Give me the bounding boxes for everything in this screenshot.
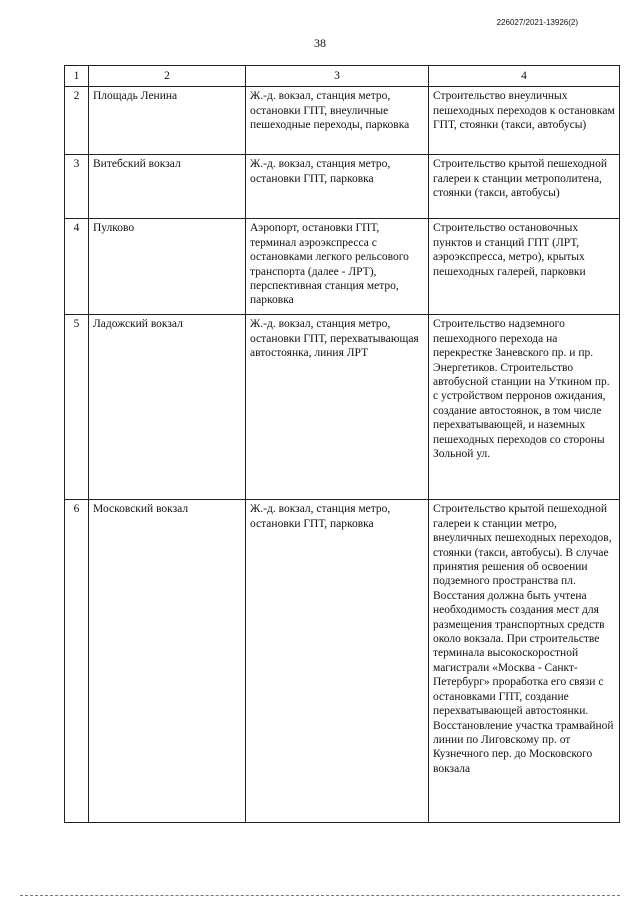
hub-measures: Строительство внеуличных пешеходных переходов к остановкам ГПТ, стоянки (такси, автобусы) xyxy=(429,87,620,155)
hub-name: Ладожский вокзал xyxy=(89,315,246,500)
hub-name: Московский вокзал xyxy=(89,500,246,823)
hub-measures: Строительство крытой пешеходной галереи к станции метрополитена, стоянки (такси, автобусы) xyxy=(429,155,620,219)
row-number: 5 xyxy=(65,315,89,500)
transport-hubs-table xyxy=(64,65,620,823)
table-row xyxy=(65,87,620,155)
page-number: 38 xyxy=(314,36,326,50)
hub-name: Площадь Ленина xyxy=(89,87,246,155)
hub-measures: Строительство надземного пешеходного перехода на перекрестке Заневского пр. и пр. Энергетиков. Строительство автобусной станции на Уткином пр. с устройством перронов ожидания, создание автостоянок, в том числе перехватывающей, и наземных пешеходных переходов со стороны Зольной ул. xyxy=(429,315,620,500)
hub-objects: Ж.-д. вокзал, станция метро, остановки ГПТ, парковка xyxy=(246,500,429,823)
row-number: 3 xyxy=(65,155,89,219)
table-row xyxy=(65,155,620,219)
table-row xyxy=(65,500,620,823)
page-bottom-edge xyxy=(20,895,620,896)
row-number: 2 xyxy=(65,87,89,155)
hub-measures: Строительство крытой пешеходной галереи к станции метро, внеуличных пешеходных переходов, стоянки (такси, автобусы). В случае принятия решения об освоении подземного пространства пл. Восстания должна быть учтена необходимость создания мест для размещения транспортных средств около вокзала. При строительстве терминала высокоскоростной магистрали «Москва - Санкт-Петербург» проработка его связи с остановками ГПТ, создание перехватывающей автостоянки. Восстановление участка трамвайной линии по Лиговскому пр. от Кузнечного пер. до Московского вокзала xyxy=(429,500,620,823)
table-row xyxy=(65,219,620,315)
table-row xyxy=(65,315,620,500)
row-number: 6 xyxy=(65,500,89,823)
column-header: 2 xyxy=(89,66,246,87)
table-header-row xyxy=(65,66,620,87)
hub-measures: Строительство остановочных пунктов и станций ГПТ (ЛРТ, аэроэкспресса, метро), крытых пешеходных галерей, парковки xyxy=(429,219,620,315)
document-number: 226027/2021-13926(2) xyxy=(496,18,578,27)
hub-objects: Ж.-д. вокзал, станция метро, остановки ГПТ, парковка xyxy=(246,155,429,219)
column-header: 4 xyxy=(429,66,620,87)
hub-name: Витебский вокзал xyxy=(89,155,246,219)
hub-objects: Ж.-д. вокзал, станция метро, остановки ГПТ, перехватывающая автостоянка, линия ЛРТ xyxy=(246,315,429,500)
hub-objects: Аэропорт, остановки ГПТ, терминал аэроэкспресса с остановками легкого рельсового транспорта (далее - ЛРТ), перспективная станция метро, парковка xyxy=(246,219,429,315)
column-header: 1 xyxy=(65,66,89,87)
hub-objects: Ж.-д. вокзал, станция метро, остановки ГПТ, внеуличные пешеходные переходы, парковка xyxy=(246,87,429,155)
hub-name: Пулково xyxy=(89,219,246,315)
column-header: 3 xyxy=(246,66,429,87)
row-number: 4 xyxy=(65,219,89,315)
